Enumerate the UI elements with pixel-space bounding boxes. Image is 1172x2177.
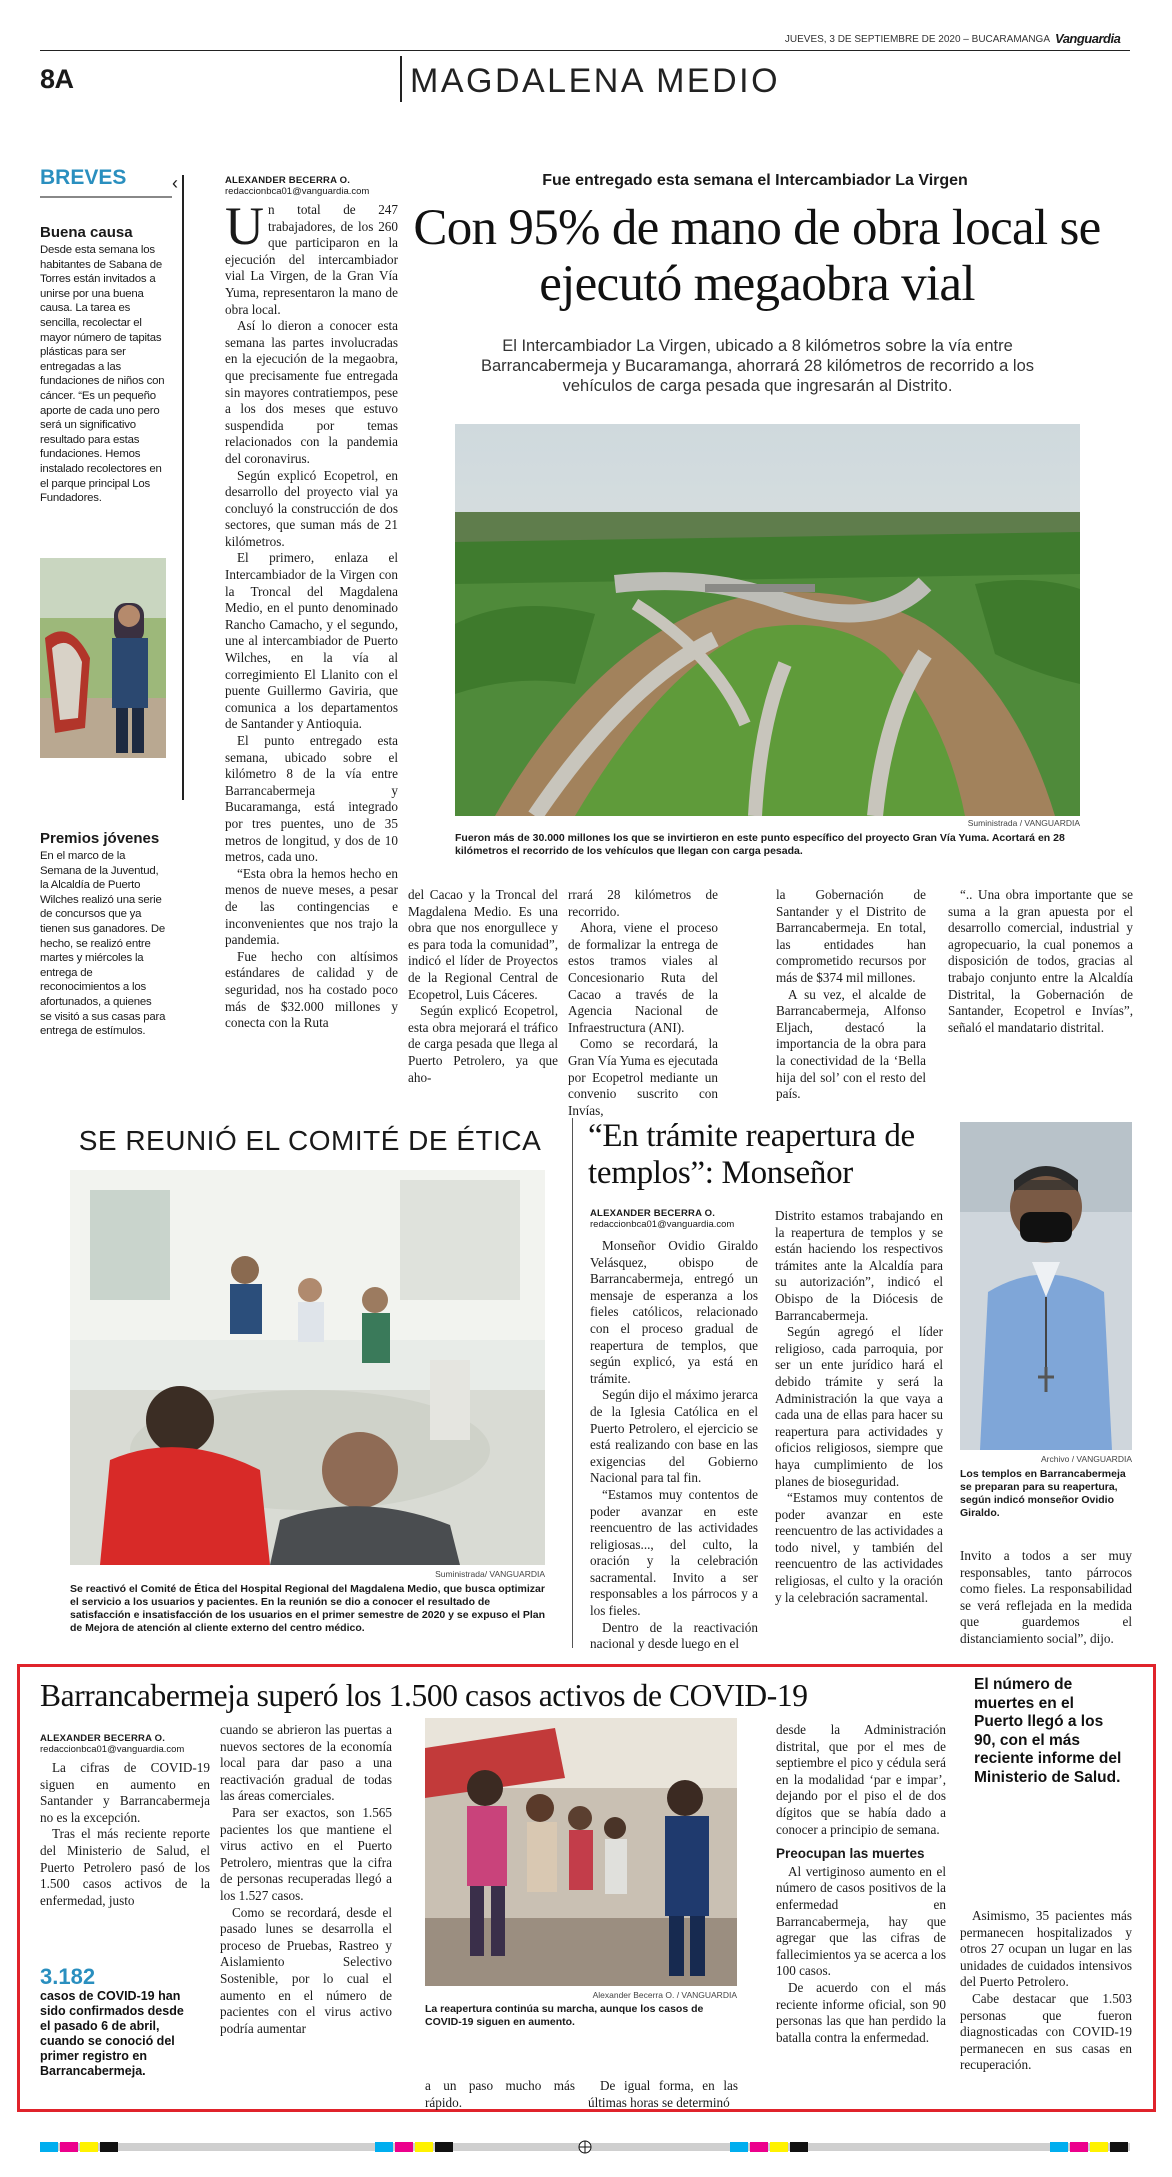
covid-photo-caption: La reapertura continúa su marcha, aunque los casos de COVID-19 siguen en aumento. [425,2003,704,2028]
covid-col4 [776,1722,946,2046]
covid-col5 [960,1908,1132,2074]
lead-kicker: Fue entregado esta semana el Intercambiador La Virgen [542,172,968,189]
covid-subhead: Preocupan las muertes [776,1846,925,1862]
covid-col3a-p0: a un paso mucho más rápido. [425,2078,575,2110]
brand-logo [1055,31,1120,46]
covid-byline-name: ALEXANDER BECERRA O. [40,1733,166,1744]
dateline-text: JUEVES, 3 DE SEPTIEMBRE DE 2020 – BUCARAMANGA [784,34,1050,45]
covid-col2-p2: Como se recordará, desde el pasado lunes se desarrolla el proceso de Pruebas, Rastreo y Aislamiento Selectivo Sostenible, por lo cual el aumento en el número de pacientes con el virus activo podría aumentar [220,1904,392,2036]
etica-headline: SE REUNIÓ EL COMITÉ DE ÉTICA [78,1125,542,1156]
lead-col4-p1: A su vez, el alcalde de Barrancabermeja, Alfonso Eljach, destacó la importancia de la obra para la conectividad de la ‘Bella hija del sol’ con el resto del país. [776,986,926,1102]
covid-col2 [220,1722,392,2037]
templos-col1-p2: “Estamos muy contentos de poder avanzar en este reencuentro de las actividades religiosas..., del culto, la oración y la celebración sacramental. Invito a ser responsables a los párrocos y a los fieles. [590,1486,758,1619]
lead-photo-caption: Fueron más de 30.000 millones los que se invirtieron en este punto específico del proyecto Gran Vía Yuma. Acortará en 28 kilómetros el recorrido de los vehículos que llegan con carga pesada. [455,832,1065,857]
breves-item2-text: En el marco de la Semana de la Juventud, la Alcaldía de Puerto Wilches realizó una serie de concursos que ya tienen sus ganadores. De hecho, se realizó entre martes y miércoles la entrega de reconocimientos a los afortunados, a quienes se visitó a sus casas para entrega de estímulos. [40,850,166,1038]
covid-byline-email: redaccionbca01@vanguardia.com [40,1744,185,1755]
templos-col2-p0: Distrito estamos trabajando en la reapertura de templos y se están haciendo los respectivos trámites ante la Alcaldía para su autorización”, indicó el Obispo de la Diócesis de Barrancabermeja. [775,1208,943,1323]
covid-col5-p0: Asimismo, 35 pacientes más permanecen hospitalizados y otros 27 ocupan un lugar en las unidades de cuidados intensivos del Puerto Petrolero. [960,1908,1132,1990]
templos-col1-p0: Monseñor Ovidio Giraldo Velásquez, obispo de Barrancabermeja, entregó un mensaje de esperanza a los fieles católicos, relacionado con el proceso gradual de reapertura de templos, que según explicó, ya está en trámite. [590,1238,758,1386]
page-number: 8A [40,64,74,94]
lead-dropcap: U [225,196,264,256]
covid-col4-p0: desde la Administración distrital, que por el mes de septiembre el pico y cédula será en la modalidad ‘par e impar’, dejando por el piso el de dos dígitos que se había dado a conocer a principio de semana. [776,1722,946,1837]
section-title: MAGDALENA MEDIO [410,62,781,100]
lead-col2-p0: del Cacao y la Troncal del Magdalena Medio. Es una obra que nos enorgullece y es para toda la comunidad”, indicó el líder de Proyectos de la Regional Central de Ecopetrol, Luis Cáceres. [408,887,558,1002]
covid-col1-p1: Tras el más reciente reporte del Ministerio de Salud, el Puerto Petrolero pasó de los 1.500 casos activos de la enfermedad, justo [40,1826,210,1908]
lead-col5-p0: “.. Una obra importante que se suma a la gran apuesta por el desarrollo comercial, industrial y agropecuario, la cual ponemos a disposición de todos, gracias al trabajo conjunto entre la Alcaldía Distrital, la Gobernación de Santander, Ecopetrol e Invías”, señaló el mandatario distrital. [948,887,1133,1035]
covid-highlight: El número de muertes en el Puerto llegó a los 90, con el más reciente informe del Ministerio de Salud. [974,1676,1122,1786]
header-rule [40,50,1130,51]
etica-photo [70,1170,545,1565]
covid-col2-p1: Para ser exactos, son 1.565 pacientes los que mantiene el virus activo en el Puerto Petrolero, mientras que la cifra de personas recuperadas llegó a los 1.527 casos. [220,1804,392,1903]
lead-col4-p0: la Gobernación de Santander y el Distrito de Barrancabermeja. En total, las entidades han comprometido recursos por más de $374 mil millones. [776,887,926,985]
lead-col3-p0: rrará 28 kilómetros de recorrido. [568,887,718,919]
lead-subhead: El Intercambiador La Virgen, ubicado a 8 kilómetros sobre la vía entre Barrancabermeja y Bucaramanga, ahorrará 28 kilómetros de recorrido a los vehículos de carga pesada que ingresarán al Distrito. [480,337,1035,395]
covid-stat-number: 3.182 [40,1964,96,1989]
breves-label: BREVES [40,166,127,189]
etica-photo-credit: Suministrada/ VANGUARDIA [435,1569,545,1579]
templos-photo-caption: Los templos en Barrancabermeja se preparan para su reapertura, según indicó monseñor Ovidio Giraldo. [960,1468,1126,1519]
templos-byline [590,1208,760,1230]
lead-photo [455,424,1080,816]
covid-col1 [40,1760,210,1909]
lead-col3-p1: Ahora, viene el proceso de formalizar la entrega de estos tramos viales al Concesionario Ruta del Cacao a través de la Agencia Nacional de Infraestructura (ANI). [568,920,718,1035]
lead-byline-email: redaccionbca01@vanguardia.com [225,186,370,197]
lead-col3 [568,887,718,1119]
dateline [780,34,1050,45]
breves-item1-text: Desde esta semana los habitantes de Sabana de Torres están invitados a unirse por una buena causa. La tarea es sencilla, recolectar el mayor número de tapitas plásticas para ser entregadas a las fundaciones de niños con cáncer. “Es un pequeño aporte de cada uno pero será un significativo resultado para estas fundaciones. Hemos instalado recolectores en el parque principal Los Fundadores. [40,244,165,505]
covid-col5-p1: Cabe destacar que 1.503 personas que fueron diagnosticadas con COVID-19 permanecen en sus casas en recuperación. [960,1990,1132,2073]
templos-col1-p3: Dentro de la reactivación nacional y desde luego en el [590,1619,758,1652]
templos-col2-p1: Según agregó el líder religioso, cada parroquia, por ser un ente jurídico hará el debido trámite y será la Administración la que vaya a cada una de ellas para hacer su reapertura para actividades y oficios religiosos, siempre que haya cumplimiento de los planes de bioseguridad. [775,1324,943,1489]
brand-text: Vanguardia [1055,31,1121,46]
templos-col1 [590,1238,758,1653]
etica-templos-divider [572,1118,573,1648]
lead-col1-p6: Fue hecho con altísimos estándares de calidad y de seguridad, nos ha costado poco más de $32.000 millones y conecta con la Ruta [225,948,398,1031]
covid-col3a [425,2078,575,2111]
print-color-bar [40,2140,1130,2154]
covid-col3b [588,2078,738,2111]
lead-col1-p1: Así lo dieron a conocer esta semana las partes involucradas en la ejecución de la megaobra, que precisamente fue entregada sin mayores contratiempos, pese a los dos meses que estuvo suspendida por temas relacionados con la pandemia del coronavirus. [225,318,398,466]
covid-col3b-p0: De igual forma, en las últimas horas se determinó [588,2078,738,2110]
covid-col1-p0: La cifras de COVID-19 siguen en aumento en Santander y Barrancabermeja no es la excepción. [40,1760,210,1825]
lead-photo-credit: Suministrada / VANGUARDIA [967,818,1080,828]
lead-col1-p5: “Esta obra la hemos hecho en menos de nueve meses, a pesar de las contingencias e inconvenientes que nos trajo la pandemia. [225,865,398,948]
templos-photo [960,1122,1132,1450]
covid-stat-text: casos de COVID-19 han sido confirmados desde el pasado 6 de abril, cuando se conoció del primer registro en Barrancabermeja. [40,1989,184,2078]
lead-headline: Con 95% de mano de obra local se ejecutó megaobra vial [413,200,1101,312]
lead-col1-p3: El primero, enlaza el Intercambiador de la Virgen con la Troncal del Magdalena Medio, en el punto denominado Rancho Camacho, y el segundo, une al intercambiador de Puerto Wilches, en la vía al corregimiento El Llanito con el puente Guillermo Gaviria, que comunica a los departamentos de Santander y Antioquia. [225,550,398,732]
lead-col1-p4: El punto entregado esta semana, ubicado sobre el kilómetro 8 de la vía entre Barrancabermeja y Bucaramanga, está integrado por tres puentes, uno de 35 metros de longitud, y dos de 10 metros, cada uno. [225,733,398,865]
covid-byline [40,1733,210,1755]
templos-photo-credit: Archivo / VANGUARDIA [1040,1454,1132,1464]
breves-label-underline [40,196,172,198]
breves-side-bracket [174,175,184,800]
covid-col4b-p1: De acuerdo con el más reciente informe oficial, son 90 personas las que han perdido la batalla contra la enfermedad. [776,1979,946,2045]
covid-col4b-p0: Al vertiginoso aumento en el número de casos positivos de la enfermedad en Barrancabermeja, hay que agregar que las cifras de fallecimientos ya se acerca a los 100 casos. [776,1863,946,1979]
breves-item2-title: Premios jóvenes [40,830,160,847]
breves-item1-title: Buena causa [40,224,133,241]
templos-headline: “En trámite reapertura de templos”: Monseñor [588,1118,915,1191]
templos-byline-name: ALEXANDER BECERRA O. [590,1208,716,1219]
templos-col3-p0: Invito a todos a ser muy responsables, tanto párrocos como fieles. La responsabilidad se verá reflejada en la medida que guardemos el distanciamiento social”, dijo. [960,1548,1132,1646]
lead-col5 [948,887,1133,1036]
templos-byline-email: redaccionbca01@vanguardia.com [590,1219,735,1230]
lead-col3-p2: Como se recordará, la Gran Vía Yuma es ejecutada por Ecopetrol mediante un convenio suscrito con Invías, [568,1036,718,1118]
section-divider [400,56,402,102]
covid-photo [425,1718,737,1986]
templos-col1-p1: Según dijo el máximo jerarca de la Iglesia Católica en el Puerto Petrolero, el ejercicio se está realizando con base en las exigencias del Gobierno Nacional para tal fin. [590,1387,758,1486]
lead-col2-p1: Según explicó Ecopetrol, esta obra mejorará el tráfico de carga pesada que llega al Puerto Petrolero, ya que aho- [408,1003,558,1085]
templos-col3 [960,1548,1132,1648]
breves-photo [40,558,166,758]
lead-col1-p2: Según explicó Ecopetrol, en desarrollo del proyecto vial ya concluyó la construcción de dos sectores, que suman más de 21 kilómetros. [225,467,398,549]
templos-col2 [775,1208,943,1606]
breves-bracket-notch: ‹ [172,173,178,193]
lead-col1-p0: n total de 247 trabajadores, de los 260 que participaron en la ejecución del intercambiador vial La Virgen, de la Gran Vía Yuma, representaron la mano de obra local. [225,202,398,317]
templos-col2-p2: “Estamos muy contentos de poder avanzar en este reencuentro de las actividades a todo nivel, y también del reencuentro de las actividades religiosas, el culto y la oración y la celebración sacramental. [775,1490,943,1605]
lead-byline [225,175,395,197]
lead-col2 [408,887,558,1086]
covid-headline: Barrancabermeja superó los 1.500 casos activos de COVID-19 [40,1678,808,1713]
covid-col2-p0: cuando se abrieron las puertas a nuevos sectores de la economía local para dar paso a una reactivación gradual de todas las áreas comerciales. [220,1722,392,1804]
lead-col4 [776,887,926,1103]
lead-byline-name: ALEXANDER BECERRA O. [225,175,351,186]
lead-col1 [225,196,398,1032]
covid-stat-block [40,1965,190,2079]
covid-photo-credit: Alexander Becerra O. / VANGUARDIA [592,1990,737,2000]
etica-photo-caption: Se reactivó el Comité de Ética del Hospital Regional del Magdalena Medio, que busca optimizar el servicio a los usuarios y pacientes. En la reunión se dio a conocer el resultado de satisfacción e insatisfacción de los usuarios en el primer semestre de 2020 y se expuso el Plan de Mejora de atención al cliente externo del centro médico. [70,1583,546,1634]
